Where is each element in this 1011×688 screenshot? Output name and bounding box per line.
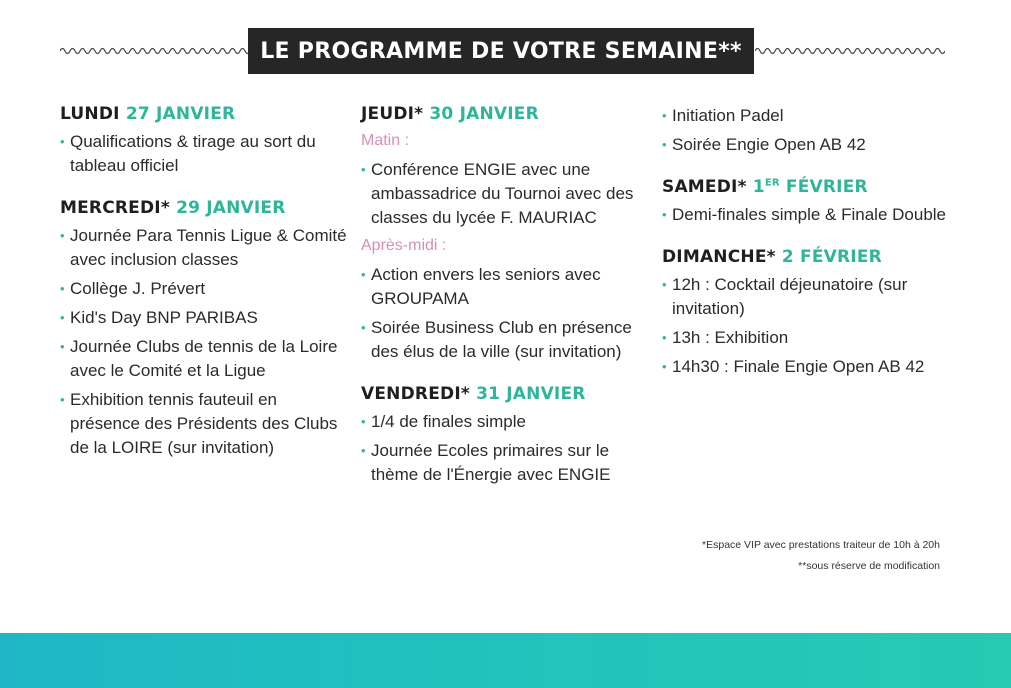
footnotes xyxy=(662,535,940,577)
day-mercredi xyxy=(60,198,350,460)
day-heading: SAMEDI* 1ER FÉVRIER xyxy=(662,177,868,197)
list-item: • Exhibition tennis fauteuil en présence des Présidents des Clubs de la LOIRE (sur invitation) xyxy=(60,388,350,460)
list-item: • Journée Clubs de tennis de la Loire avec le Comité et la Ligue xyxy=(60,335,350,383)
day-vendredi xyxy=(361,384,651,487)
matin-label: Matin : xyxy=(361,132,410,149)
wavy-divider-right xyxy=(755,46,945,56)
day-jeudi xyxy=(361,104,651,364)
list-item: • Collège J. Prévert xyxy=(60,277,350,301)
footnote-reserve: **sous réserve de modification xyxy=(798,560,940,572)
event-list xyxy=(662,273,962,379)
event-list xyxy=(662,203,962,227)
day-heading: JEUDI* 30 JANVIER xyxy=(361,104,539,124)
column-1 xyxy=(60,104,350,480)
event-list xyxy=(662,104,962,157)
list-item: • Soirée Engie Open AB 42 xyxy=(662,133,962,157)
list-item: • 14h30 : Finale Engie Open AB 42 xyxy=(662,355,962,379)
day-lundi xyxy=(60,104,350,178)
title-bar xyxy=(0,28,1011,74)
event-list xyxy=(361,158,651,230)
column-3 xyxy=(662,104,962,399)
event-list xyxy=(361,410,651,487)
list-item: • 13h : Exhibition xyxy=(662,326,962,350)
list-item: • Action envers les seniors avec GROUPAMA xyxy=(361,263,651,311)
wavy-divider-left xyxy=(60,46,250,56)
list-item: • Journée Para Tennis Ligue & Comité avec inclusion classes xyxy=(60,224,350,272)
list-item: • Demi-finales simple & Finale Double xyxy=(662,203,962,227)
list-item: • Journée Ecoles primaires sur le thème de l'Énergie avec ENGIE xyxy=(361,439,651,487)
day-samedi xyxy=(662,177,962,227)
footnote-vip: *Espace VIP avec prestations traiteur de 10h à 20h xyxy=(702,539,940,551)
event-list xyxy=(60,130,350,178)
event-list xyxy=(361,263,651,364)
event-list xyxy=(60,224,350,460)
day-heading: DIMANCHE* 2 FÉVRIER xyxy=(662,247,882,267)
list-item: • Initiation Padel xyxy=(662,104,962,128)
day-dimanche xyxy=(662,247,962,379)
list-item: • 12h : Cocktail déjeunatoire (sur invitation) xyxy=(662,273,962,321)
day-heading: MERCREDI* 29 JANVIER xyxy=(60,198,286,218)
list-item: • Conférence ENGIE avec une ambassadrice du Tournoi avec des classes du lycée F. MAURIAC xyxy=(361,158,651,230)
bottom-color-band xyxy=(0,633,1011,688)
page-title: LE PROGRAMME DE VOTRE SEMAINE** xyxy=(248,28,754,74)
apres-midi-label: Après-midi : xyxy=(361,237,447,254)
list-item: • Soirée Business Club en présence des élus de la ville (sur invitation) xyxy=(361,316,651,364)
day-heading: LUNDI 27 JANVIER xyxy=(60,104,236,124)
list-item: • Qualifications & tirage au sort du tableau officiel xyxy=(60,130,350,178)
list-item: • 1/4 de finales simple xyxy=(361,410,651,434)
day-heading: VENDREDI* 31 JANVIER xyxy=(361,384,586,404)
day-vendredi-continued xyxy=(662,104,962,157)
column-2 xyxy=(361,104,651,507)
list-item: • Kid's Day BNP PARIBAS xyxy=(60,306,350,330)
